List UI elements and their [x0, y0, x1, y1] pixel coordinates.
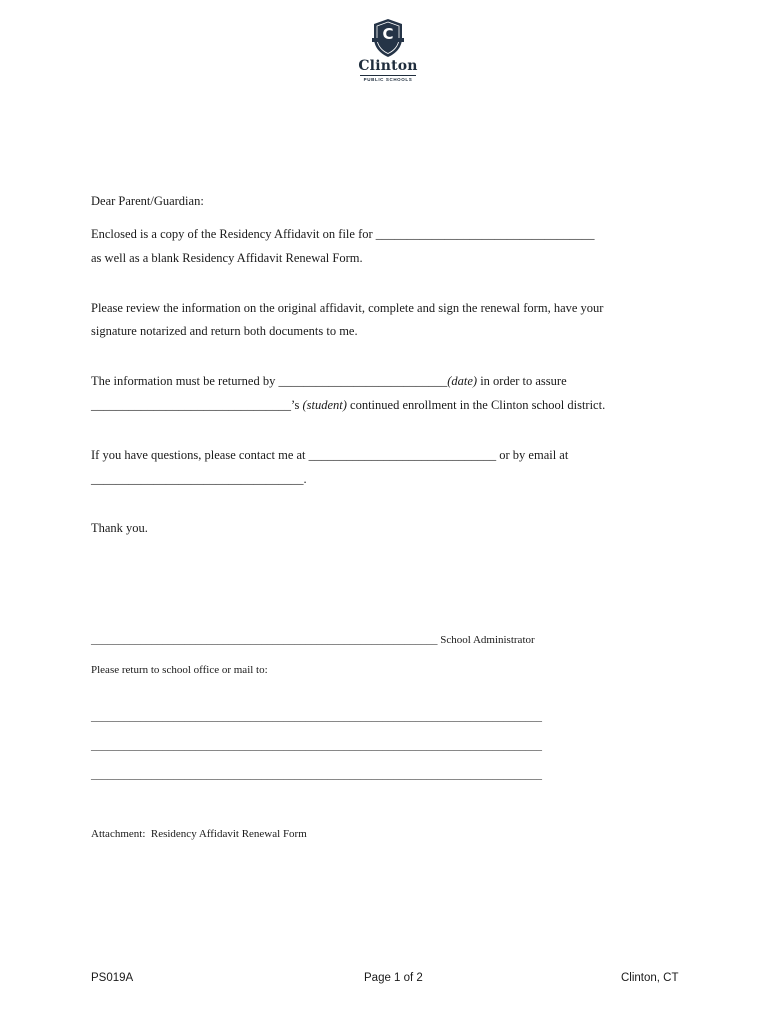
- school-subtitle: PUBLIC SCHOOLS: [360, 75, 416, 83]
- enrollment-text: continued enrollment in the Clinton school district.: [346, 398, 606, 412]
- address-line-2: __________________________________________________________________________________: [91, 740, 542, 752]
- paragraph-1-line-2: as well as a blank Residency Affidavit Renewal Form.: [91, 251, 363, 265]
- assure-text: in order to assure: [477, 374, 567, 388]
- paragraph-2-line-1: Please review the information on the original affidavit, complete and sign the renewal form, have your: [91, 301, 604, 315]
- shield-icon: [371, 18, 405, 58]
- footer-location: Clinton, CT: [621, 972, 679, 984]
- paragraph-3-line-1: [91, 373, 567, 389]
- return-label: Please return to school office or mail to:: [91, 664, 268, 676]
- address-line-3: __________________________________________________________________________________: [91, 769, 542, 781]
- form-code: PS019A: [91, 972, 134, 984]
- date-hint: (date): [447, 374, 478, 388]
- student-blank: ________________________________’s: [91, 398, 303, 412]
- paragraph-2-line-2: signature notarized and return both documents to me.: [91, 324, 358, 338]
- page-number: Page 1 of 2: [364, 972, 423, 984]
- signature-line: _______________________________________________________________ School Administrator: [91, 634, 535, 646]
- closing: Thank you.: [91, 521, 148, 535]
- clinton-logo: [355, 18, 421, 88]
- shield-letter: C: [382, 25, 394, 43]
- attachment-note: Attachment: Residency Affidavit Renewal Form: [91, 828, 307, 840]
- paragraph-1-line-1: Enclosed is a copy of the Residency Affidavit on file for ___________________________________: [91, 227, 595, 241]
- school-name: Clinton: [358, 58, 418, 74]
- paragraph-3-line-2: [91, 397, 605, 413]
- address-line-1: __________________________________________________________________________________: [91, 711, 542, 723]
- return-by-text: The information must be returned by ___________________________: [91, 374, 448, 388]
- paragraph-4-line-1: If you have questions, please contact me at ______________________________ or by email at: [91, 448, 569, 462]
- student-hint: (student): [302, 398, 347, 412]
- paragraph-4-line-2: __________________________________.: [91, 472, 307, 486]
- greeting: Dear Parent/Guardian:: [91, 194, 204, 208]
